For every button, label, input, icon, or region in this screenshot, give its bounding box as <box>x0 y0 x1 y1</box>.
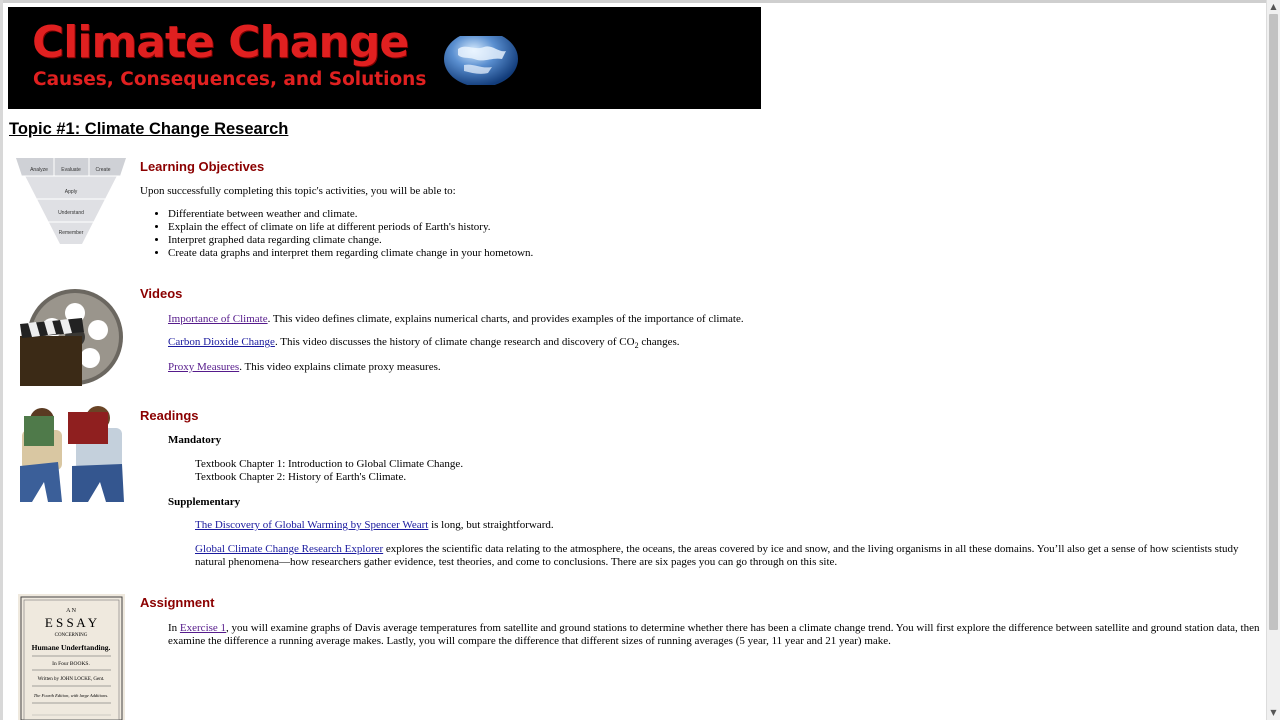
supplementary-description-continued: natural phenomena—how researchers gather evidence, test theories, and come to conclusions. There are six pages you can go through on this site. <box>195 556 838 568</box>
assignment-description-continued: examine the difference a running average makes. Lastly, you will compare the difference that different sizes of running averages (5 year, 11 year and 21 year) make. <box>168 635 891 647</box>
assignment-description: , you will examine graphs of Davis average temperatures from satellite and ground stations to determine whether there has been a climate change trend. You will first explore the difference between satellite and ground station data, then <box>226 622 1260 634</box>
supplementary-description: is long, but straightforward. <box>428 519 554 531</box>
assignment-text <box>168 622 1260 635</box>
video-description: . This video defines climate, explains numerical charts, and provides examples of the importance of climate. <box>267 313 744 325</box>
vertical-scrollbar[interactable] <box>1266 0 1280 720</box>
video-description-end: changes. <box>638 336 680 348</box>
students-reading-image <box>18 406 126 504</box>
video-link-importance-of-climate[interactable]: Importance of Climate <box>168 313 268 325</box>
mandatory-reading: Textbook Chapter 2: History of Earth's Climate. <box>195 471 407 483</box>
assignment-prefix: In <box>168 622 180 634</box>
book-line: The Fourth Edition, with large Additions. <box>33 693 109 698</box>
pyramid-label-apply: Apply <box>64 189 78 195</box>
objective-item: • Create data graphs and interpret them regarding climate change in your hometown. <box>168 247 533 260</box>
objectives-list <box>150 208 533 260</box>
window-top-edge <box>0 0 1280 3</box>
scroll-up-arrow-icon[interactable]: ▲ <box>1270 2 1277 11</box>
video-description: . This video discusses the history of climate change research and discovery of CO <box>274 336 635 348</box>
book-line: Humane Underftanding. <box>31 643 111 652</box>
window-left-edge <box>0 0 3 720</box>
supplementary-reading <box>195 519 554 532</box>
videos-heading: Videos <box>140 286 183 301</box>
pyramid-label-evaluate: Evaluate <box>61 167 81 173</box>
banner-title: Climate Change <box>32 17 409 68</box>
supplementary-reading <box>195 543 1239 556</box>
co2-subscript: 2 <box>634 341 639 351</box>
global-climate-change-research-explorer-link[interactable]: Global Climate Change Research Explorer <box>195 543 384 555</box>
objective-item: • Differentiate between weather and climate. <box>168 208 533 221</box>
video-link-proxy-measures[interactable]: Proxy Measures <box>168 361 240 373</box>
supplementary-description: explores the scientific data relating to the atmosphere, the oceans, the areas covered by ice and snow, and the living organisms in all these domains. You’ll also get a sense of how scientists study <box>383 543 1239 555</box>
objective-item: • Explain the effect of climate on life at different periods of Earth's history. <box>168 221 533 234</box>
pyramid-label-understand: Understand <box>58 210 84 216</box>
book-line: In Four BOOKS. <box>52 661 90 667</box>
video-link-carbon-dioxide-change[interactable]: Carbon Dioxide Change <box>168 336 275 348</box>
video-description: . This video explains climate proxy measures. <box>239 361 441 373</box>
pyramid-label-remember: Remember <box>58 230 84 236</box>
pyramid-label-analyze: Analyze <box>30 167 48 173</box>
video-item <box>168 336 680 352</box>
earth-image <box>444 29 518 85</box>
video-item <box>168 313 744 326</box>
site-banner <box>8 7 761 109</box>
objectives-intro: Upon successfully completing this topic's activities, you will be able to: <box>140 185 456 197</box>
objective-item: • Interpret graphed data regarding climate change. <box>168 234 533 247</box>
discovery-of-global-warming-link[interactable]: The Discovery of Global Warming by Spencer Weart <box>195 519 429 531</box>
mandatory-label: Mandatory <box>168 434 222 446</box>
scrollbar-thumb[interactable] <box>1269 14 1278 630</box>
exercise-1-link[interactable]: Exercise 1 <box>179 622 227 634</box>
locke-essay-title-page-image <box>18 594 125 720</box>
blooms-taxonomy-pyramid-image <box>16 156 126 246</box>
video-item <box>168 361 441 374</box>
film-reel-clapperboard-image <box>18 288 124 388</box>
topic-title: Topic #1: Climate Change Research <box>9 120 289 138</box>
pyramid-label-create: Create <box>95 167 111 173</box>
book-line: A N <box>66 608 76 614</box>
book-line: Written by JOHN LOCKE, Gent. <box>37 677 105 682</box>
readings-heading: Readings <box>140 408 199 423</box>
supplementary-label: Supplementary <box>168 496 241 508</box>
scroll-down-arrow-icon[interactable]: ▼ <box>1270 708 1277 717</box>
learning-objectives-heading: Learning Objectives <box>140 159 265 174</box>
mandatory-reading: Textbook Chapter 1: Introduction to Global Climate Change. <box>195 458 464 470</box>
assignment-heading: Assignment <box>140 595 215 610</box>
banner-subtitle: Causes, Consequences, and Solutions <box>33 69 427 90</box>
book-line: CONCERNING <box>54 633 88 638</box>
book-line: E S S A Y <box>44 615 98 630</box>
